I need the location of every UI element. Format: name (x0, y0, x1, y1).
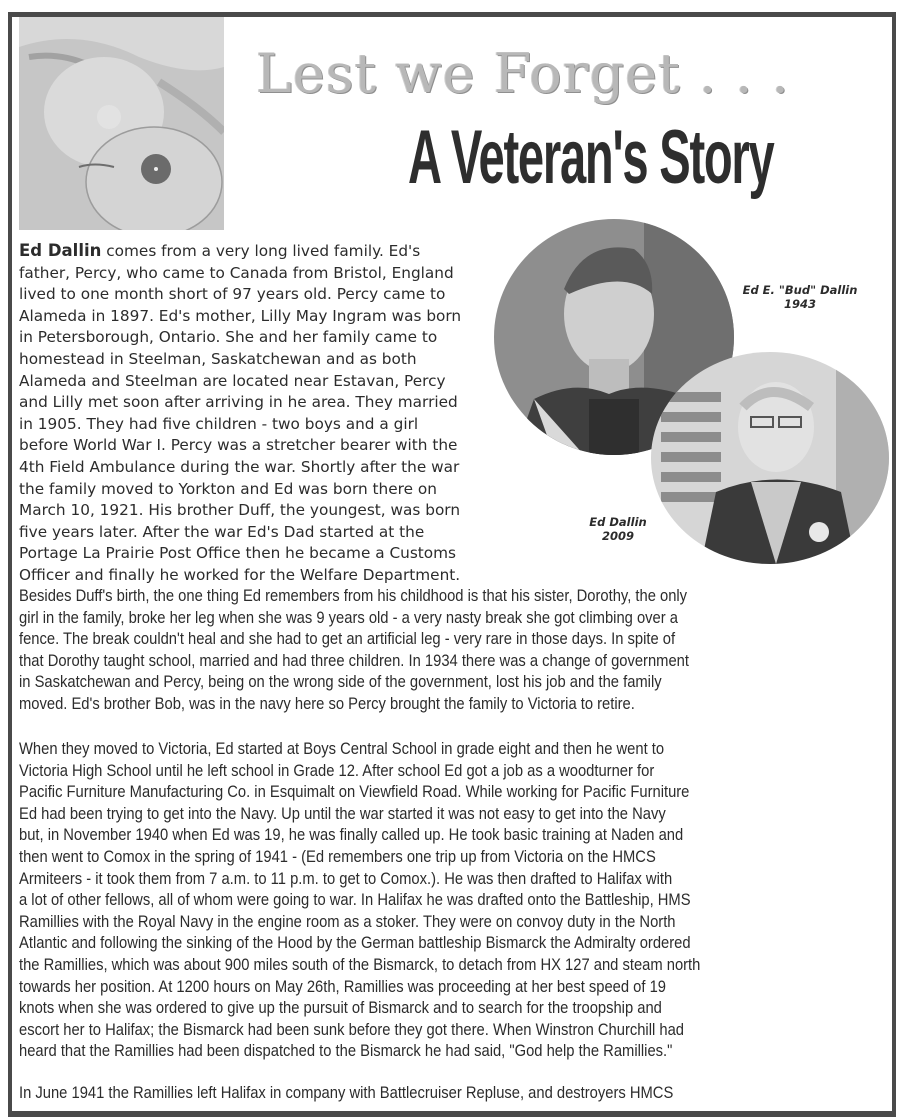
poppy-photo (19, 17, 224, 230)
text-line: Victoria High School until he left school in Grade 12. After school Ed got a job as a woodturner for (19, 761, 655, 780)
intro-line: Officer and finally he worked for the Welfare Department. (19, 565, 461, 584)
text-line: escort her to Halifax; the Bismarck had been sunk before they got there. When Winstron Churchill had (19, 1020, 684, 1039)
intro-line: in 1905. They had five children - two boys and a girl (19, 414, 419, 433)
paragraph-childhood (19, 586, 689, 716)
legion-badge-icon (809, 522, 829, 542)
text-line: Armiteers - it took them from 7 a.m. to 11 p.m. to get to Comox.). He was then drafted to Halifax with (19, 869, 673, 888)
intro-line: Alameda and Steelman are located near Estavan, Percy (19, 371, 446, 390)
photo-old-ed (651, 352, 889, 564)
text-line: then went to Comox in the spring of 1941 - (Ed remembers one trip up from Victoria on the HMCS (19, 847, 656, 866)
intro-line: five years later. After the war Ed's Dad started at the (19, 522, 425, 541)
text-line: knots when she was ordered to give up the pursuit of Bismarck and to search for the troopship and (19, 999, 662, 1018)
text-line: in Saskatchewan and Percy, being on the wrong side of the government, lost his job and the family (19, 673, 662, 692)
text-line: Pacific Furniture Manufacturing Co. in Esquimalt on Viewfield Road. While working for Pacific Furniture (19, 783, 690, 802)
caption-young (730, 283, 870, 311)
intro-line: the family moved to Yorkton and Ed was born there on (19, 479, 437, 498)
text-line: Ed had been trying to get into the Navy. Up until the war started it was not easy to get into the Navy (19, 804, 666, 823)
title-veterans-story: A Veteran's Story (408, 115, 774, 200)
intro-line: Portage La Prairie Post Office then he became a Customs (19, 544, 457, 563)
text-line: girl in the family, broke her leg when she was 9 years old - a very nasty break she got climbing over a (19, 608, 678, 627)
text-line: but, in November 1940 when Ed was 19, he was finally called up. He took basic training at Naden and (19, 826, 684, 845)
text-line: the Ramillies, which was about 900 miles south of the Bismarck, to detach from HX 127 and steam north (19, 955, 701, 974)
intro-line: Alameda in 1897. Ed's mother, Lilly May Ingram was born (19, 306, 462, 325)
text-line: towards her position. At 1200 hours on May 26th, Ramillies was proceeding at her best speed of 19 (19, 977, 666, 996)
text-line: heard that the Ramillies had been dispatched to the Bismarck he had said, "God help the Ramillies." (19, 1042, 673, 1061)
lead-name: Ed Dallin (19, 241, 102, 260)
caption-young-name: Ed E. "Bud" Dallin (742, 283, 858, 297)
intro-paragraph (19, 240, 489, 587)
text-line: a lot of other fellows, all of whom were going to war. In Halifax he was drafted onto the Battleship, HMS (19, 891, 691, 910)
intro-line: homestead in Steelman, Saskatchewan and as both (19, 349, 417, 368)
text-line: When they moved to Victoria, Ed started at Boys Central School in grade eight and then he went to (19, 740, 665, 758)
caption-old-name: Ed Dallin (589, 515, 647, 529)
caption-young-year: 1943 (783, 297, 816, 311)
poppy-icon (19, 17, 224, 230)
intro-line: and Lilly met soon after arriving in he area. They married (19, 393, 458, 412)
paragraph-navy (19, 739, 700, 1063)
paragraph-june-1941: In June 1941 the Ramillies left Halifax in company with Battlecruiser Repluse, and destroyers HMCS (19, 1084, 674, 1102)
intro-line: 4th Field Ambulance during the war. Shortly after the war (19, 457, 460, 476)
text-line: that Dorothy taught school, married and had three children. In 1934 there was a change of government (19, 651, 689, 670)
portrait-old-icon (651, 352, 889, 564)
text-line: moved. Ed's brother Bob, was in the navy here so Percy brought the family to Victoria to retire. (19, 694, 635, 713)
text-line: Atlantic and following the sinking of the Hood by the German battleship Bismarck the Admiralty ordered (19, 934, 691, 953)
text-line: fence. The break couldn't heal and she had to get an artificial leg - very rare in those days. In spite of (19, 630, 676, 649)
intro-line: Ed Dallin comes from a very long lived family. Ed's (19, 241, 421, 260)
intro-line: lived to one month short of 97 years old. Percy came to (19, 285, 446, 304)
text-line: Besides Duff's birth, the one thing Ed remembers from his childhood is that his sister, Dorothy, the only (19, 587, 688, 605)
intro-line: father, Percy, who came to Canada from Bristol, England (19, 263, 454, 282)
intro-line: before World War I. Percy was a stretcher bearer with the (19, 436, 458, 455)
title-lest-we-forget: Lest we Forget . . . (256, 42, 790, 105)
intro-line: March 10, 1921. His brother Duff, the youngest, was born (19, 501, 461, 520)
intro-line: in Petersborough, Ontario. She and her family came to (19, 328, 438, 347)
caption-old-year: 2009 (601, 529, 634, 543)
caption-old (578, 515, 658, 543)
text-line: Ramillies with the Royal Navy in the engine room as a stoker. They were on convoy duty in the North (19, 912, 676, 931)
